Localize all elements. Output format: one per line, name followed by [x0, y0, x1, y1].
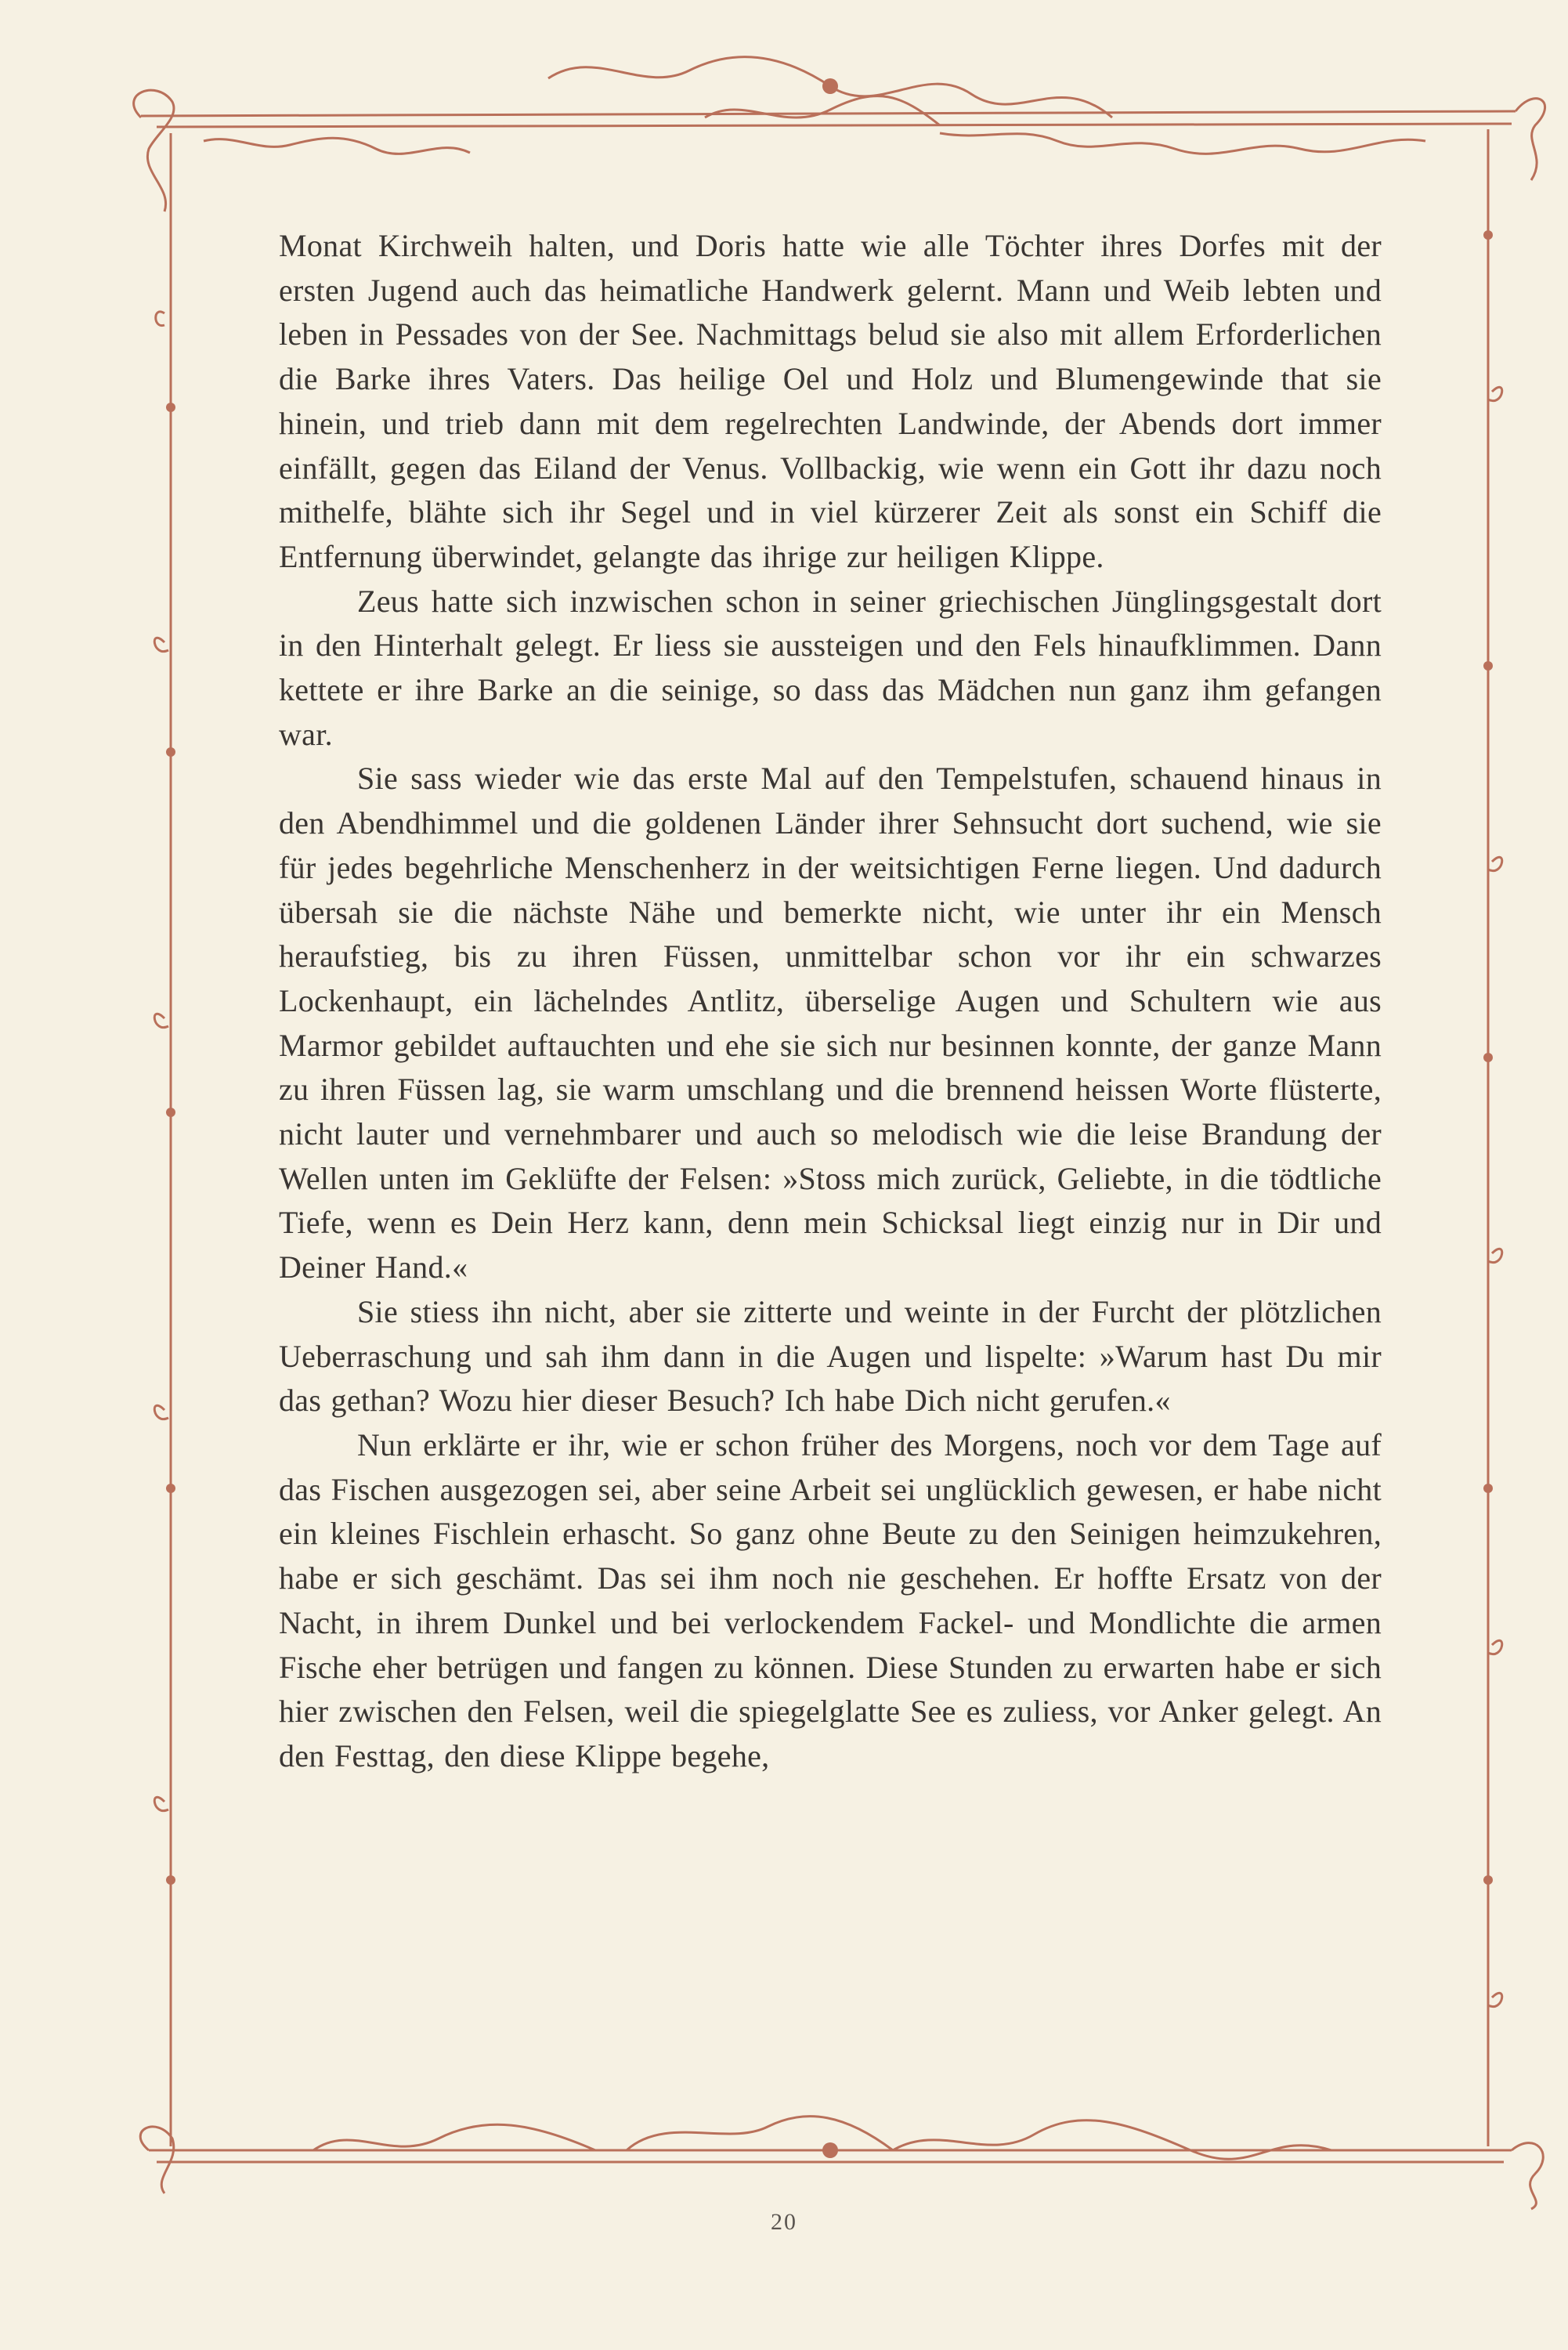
paragraph-5: Nun erklärte er ihr, wie er schon früher des Morgens, noch vor dem Tage auf das Fischen ausgezogen sei, aber seine Arbeit sei unglücklich gewesen, er habe nicht ein kleines Fischlein erhascht. So ganz ohne Beute zu den Seinigen heimzukehren, habe er sich geschämt. Das sei ihm noch nie geschehen. Er hoffte Ersatz von der Nacht, in ihrem Dunkel und bei verlockendem Fackel- und Mondlichte die armen Fische eher betrügen und fangen zu können. Diese Stunden zu erwarten habe er sich hier zwischen den Felsen, weil die spiegelglatte See es zuliess, vor Anker gelegt. An den Festtag, den diese Klippe begehe,	[279, 1426, 1382, 1773]
paragraph-1: Monat Kirchweih halten, und Doris hatte wie alle Töchter ihres Dorfes mit der ersten Jugend auch das heimatliche Handwerk gelernt. Mann und Weib lebten und leben in Pessades von der See. Nachmittags belud sie also mit allem Erforderlichen die Barke ihres Vaters. Das heilige Oel und Holz und Blumengewinde that sie hinein, und trieb dann mit dem regelrechten Landwinde, der Abends dort immer einfällt, gegen das Eiland der Venus. Vollbackig, wie wenn ein Gott ihr dazu noch mithelfe, blähte sich ihr Segel und in viel kürzerer Zeit als sonst ein Schiff die Entfernung überwindet, gelangte das ihrige zur heiligen Klippe.	[279, 228, 1382, 574]
paragraph-3: Sie sass wieder wie das erste Mal auf den Tempelstufen, schauend hinaus in den Abendhimmel und die goldenen Länder ihrer Sehnsucht dort suchend, wie sie für jedes begehrliche Menschenherz in der weitsichtigen Ferne liegen. Und dadurch übersah sie die nächste Nähe und bemerkte nicht, wie unter ihr ein Mensch heraufstieg, bis zu ihren Füssen, unmittelbar schon vor ihr ein schwarzes Lockenhaupt, ein lächelndes Antlitz, überselige Augen und Schultern wie aus Marmor gebildet auftauchten und ehe sie sich nur besinnen konnte, der ganze Mann zu ihren Füssen lag, sie warm umschlang und die brennend heissen Worte flüsterte, nicht lauter und vernehmbarer und auch so melodisch wie die leise Brandung der Wellen unten im Geklüfte der Felsen: »Stoss mich zurück, Geliebte, in die tödtliche Tiefe, wenn es Dein Herz kann, denn mein Schicksal liegt einzig nur in Dir und Deiner Hand.«	[279, 761, 1382, 1285]
paragraph-4: Sie stiess ihn nicht, aber sie zitterte und weinte in der Furcht der plötzlichen Ueberraschung und sah ihm dann in die Augen und lispelte: »Warum hast Du mir das gethan? Wozu hier dieser Besuch? Ich habe Dich nicht gerufen.«	[279, 1293, 1382, 1419]
page-number: 20	[771, 2209, 797, 2235]
body-text	[279, 224, 1382, 1779]
paragraph-2: Zeus hatte sich inzwischen schon in seiner griechischen Jünglingsgestalt dort in den Hinterhalt gelegt. Er liess sie aussteigen und den Fels hinaufklimmen. Dann kettete er ihre Barke an die seinige, so dass das Mädchen nun ganz ihm gefangen war.	[279, 583, 1382, 752]
